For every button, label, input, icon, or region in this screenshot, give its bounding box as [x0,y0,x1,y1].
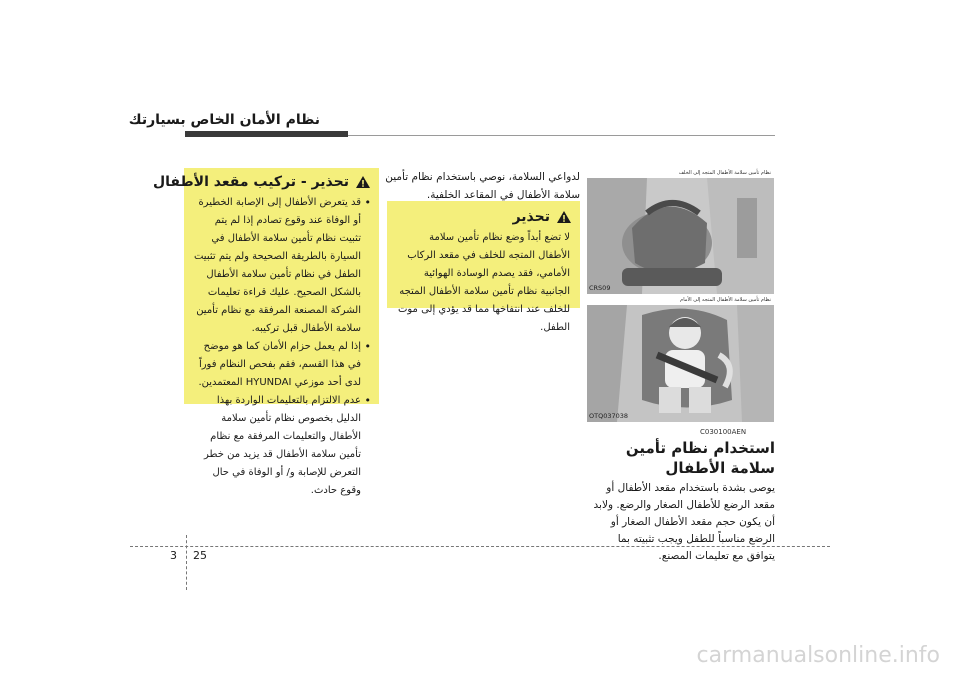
photo-rear-facing-seat [587,168,774,294]
warning-heading [395,209,572,225]
warning-item: • عدم الالتزام بالتعليمات الواردة بهذا الدليل بخصوص نظام تأمين سلامة الأطفال والتعليمات المرفقة مع نظام تأمين سلامة الأطفال قد يزيد من خطر التعرض للإصابة و/ أو الوفاة في حال وقوع حادث. [192,392,371,500]
header-bar [185,131,348,137]
photo-caption: نظام تأمين سلامة الأطفال المتجه إلى الأمام [587,295,774,305]
warning-box-front-seat [387,201,580,333]
warning-title: تحذير - تركيب مقعد الأطفال [153,174,349,190]
watermark-text: carmanualsonline.info [696,643,940,668]
page-chapter: 3 [170,549,177,562]
warning-text: لا تضع أبداً وضع نظام تأمين سلامة الأطفال المتجه للخلف في مقعد الركاب الأمامي، فقد يصدم الوسادة الهوائية الجانبية نظام تأمين سلامة الأطفال المتجه للخلف عند انتفاخها مما قد يؤدي إلى موت الطفل. [397,232,570,333]
warning-item: • قد يتعرض الأطفال إلى الإصابة الخطيرة أو الوفاة عند وقوع تصادم إذا لم يتم تثبيت نظام تأمين سلامة الأطفال في السيارة بالطريقة الصحيحة ولم يتم تثبيت الطفل في نظام تأمين سلامة الأطفال بالشكل الصحيح. عليك قراءة تعليمات الشركة المصنعة المرفقة مع نظام تأمين سلامة الأطفال قبل تركيبه. [192,194,371,338]
section-body: يوصى بشدة باستخدام مقعد الأطفال أو مقعد الرضع للأطفال الصغار والرضع. ولابد أن يكون حجم مقعد الأطفال الصغار أو الرضع مناسباً للطفل ويجب تثبيته بما يتوافق مع تعليمات المصنع. [593,482,775,562]
warning-item: • إذا لم يعمل حزام الأمان كما هو موضح في هذا القسم، فقم بفحص النظام فوراً لدى أحد موزعي HYUNDAI المعتمدين. [192,338,371,392]
forward-facing-seat-illustration [587,295,774,422]
intro-paragraph: لدواعي السلامة، نوصي باستخدام نظام تأمين سلامة الأطفال في المقاعد الخلفية. [385,171,580,201]
footer-rule [130,546,830,547]
section-title: استخدام نظام تأمين سلامة الأطفال [625,439,775,477]
warning-title: تحذير [512,209,550,225]
warning-triangle-icon [355,175,371,189]
section-code: C030100AEN [700,428,747,436]
photo-caption: نظام تأمين سلامة الأطفال المتجه إلى الخلف [587,168,774,178]
rear-facing-seat-illustration [587,168,774,294]
footer-divider [186,535,187,590]
photo-forward-facing-seat [587,295,774,422]
header-rule [348,135,775,136]
header-title: نظام الأمان الخاص بسيارتك [128,112,320,128]
warning-heading [153,174,371,190]
warning-list [192,194,371,500]
photo-code: CRS09 [589,284,611,292]
photo-code: OTQ037038 [589,412,629,420]
warning-triangle-icon [556,210,572,224]
page-number: 25 [193,549,207,562]
warning-box-installation [153,168,379,496]
